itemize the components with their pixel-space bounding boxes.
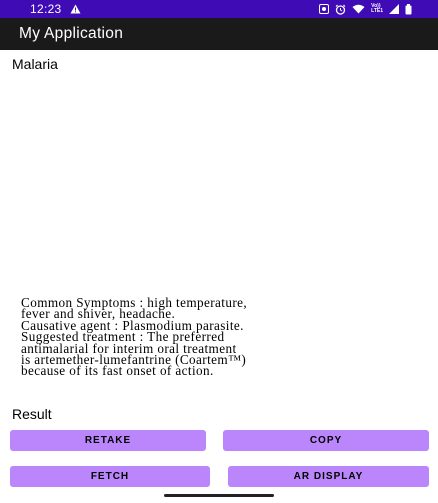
copy-button[interactable]: COPY	[223, 430, 429, 451]
status-left	[30, 2, 81, 16]
app-title: My Application	[19, 25, 124, 42]
app-bar	[0, 18, 438, 50]
status-bar	[0, 0, 438, 18]
navigation-bar	[0, 489, 438, 503]
signal-icon	[389, 4, 399, 14]
result-label: Result	[12, 406, 52, 422]
description-line: Suggested treatment : The preferred	[21, 329, 225, 345]
alert-triangle-icon	[70, 4, 81, 14]
disease-description	[21, 297, 421, 377]
battery-icon	[405, 4, 412, 15]
description-line: because of its fast onset of action.	[21, 363, 214, 379]
gesture-handle[interactable]	[164, 494, 274, 497]
description-line: antimalarial for interim oral treatment	[21, 340, 237, 356]
status-right	[319, 4, 412, 15]
network-type-label	[371, 4, 383, 14]
alarm-icon	[335, 4, 346, 15]
wifi-icon	[352, 4, 365, 14]
network-label-top: Vo))	[371, 3, 381, 9]
description-line: Causative agent : Plasmodium parasite.	[21, 317, 244, 333]
ar-display-button[interactable]: AR DISPLAY	[228, 466, 429, 487]
screenshot-icon	[319, 4, 329, 14]
description-line: fever and shiver, headache.	[21, 306, 176, 322]
disease-label: Malaria	[12, 56, 58, 72]
fetch-button[interactable]: FETCH	[10, 466, 210, 487]
description-line: is artemether-lumefantrine (Coartem™)	[21, 352, 247, 368]
network-label-bottom: LTE1	[371, 8, 383, 14]
status-time: 12:23	[30, 2, 62, 16]
description-line: Common Symptoms : high temperature,	[21, 295, 248, 310]
retake-button[interactable]: RETAKE	[10, 430, 206, 451]
